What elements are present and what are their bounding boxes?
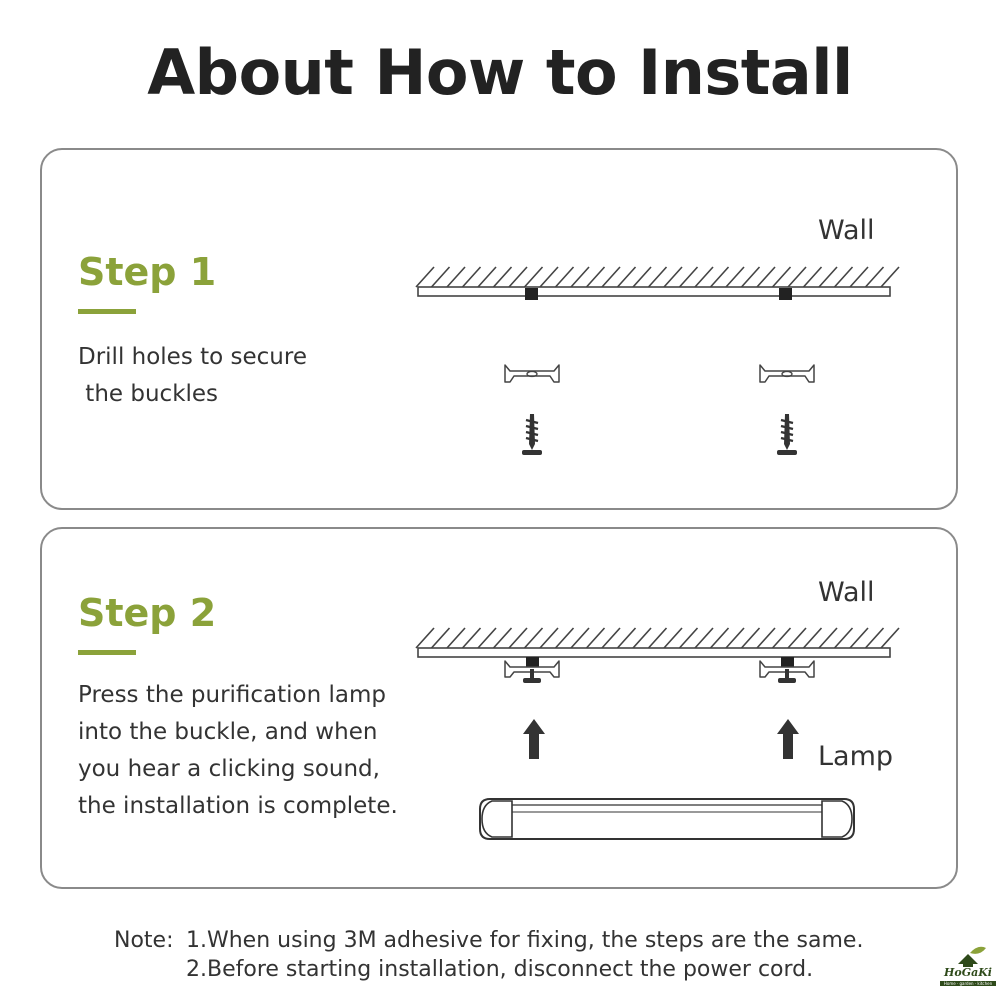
- lamp-icon: [480, 799, 854, 839]
- step-2-line-1: Press the purification lamp: [78, 682, 387, 708]
- step-2-title: Step 2: [78, 591, 217, 635]
- logo-tagline: Home · garden · kitchen: [940, 981, 996, 986]
- drill-hole-left: [525, 288, 538, 300]
- buckle-icon: [505, 365, 559, 382]
- screw-icon: [522, 414, 542, 455]
- step-2-line-2: into the buckle, and when: [78, 719, 378, 745]
- drill-hole-right: [779, 288, 792, 300]
- step-2-wall-label: Wall: [818, 577, 875, 608]
- step-2-line-4: the installation is complete.: [78, 793, 398, 819]
- screw-icon: [777, 414, 797, 455]
- wall-hatch-icon: [416, 628, 899, 657]
- leaf-house-icon: [940, 944, 996, 968]
- page-title: About How to Install: [147, 36, 853, 109]
- lamp-label: Lamp: [818, 741, 894, 772]
- mounted-buckle-icon: [505, 657, 559, 683]
- step-1-card: [40, 148, 958, 510]
- logo-name: HoGaKi: [944, 966, 992, 979]
- note-line-2: 2.Before starting installation, disconnect the power cord.: [186, 957, 814, 982]
- note: [114, 926, 863, 984]
- step-1-wall-label: Wall: [818, 215, 875, 246]
- step-1-line-2: the buckles: [78, 381, 219, 407]
- note-line-1: 1.When using 3M adhesive for fixing, the steps are the same.: [186, 928, 864, 953]
- note-prefix: Note:: [114, 928, 174, 953]
- step-2-diagram: [42, 529, 956, 887]
- mounted-buckle-icon: [760, 657, 814, 683]
- step-1-title: Step 1: [78, 250, 217, 294]
- step-1-line-1: Drill holes to secure: [78, 344, 307, 370]
- up-arrow-icon: [777, 719, 799, 759]
- step-1-diagram: [42, 150, 956, 508]
- up-arrow-icon: [523, 719, 545, 759]
- wall-hatch-icon: [416, 267, 899, 296]
- step-2-card: [40, 527, 958, 889]
- brand-logo: [940, 944, 996, 990]
- step-2-line-3: you hear a clicking sound,: [78, 756, 380, 782]
- buckle-icon: [760, 365, 814, 382]
